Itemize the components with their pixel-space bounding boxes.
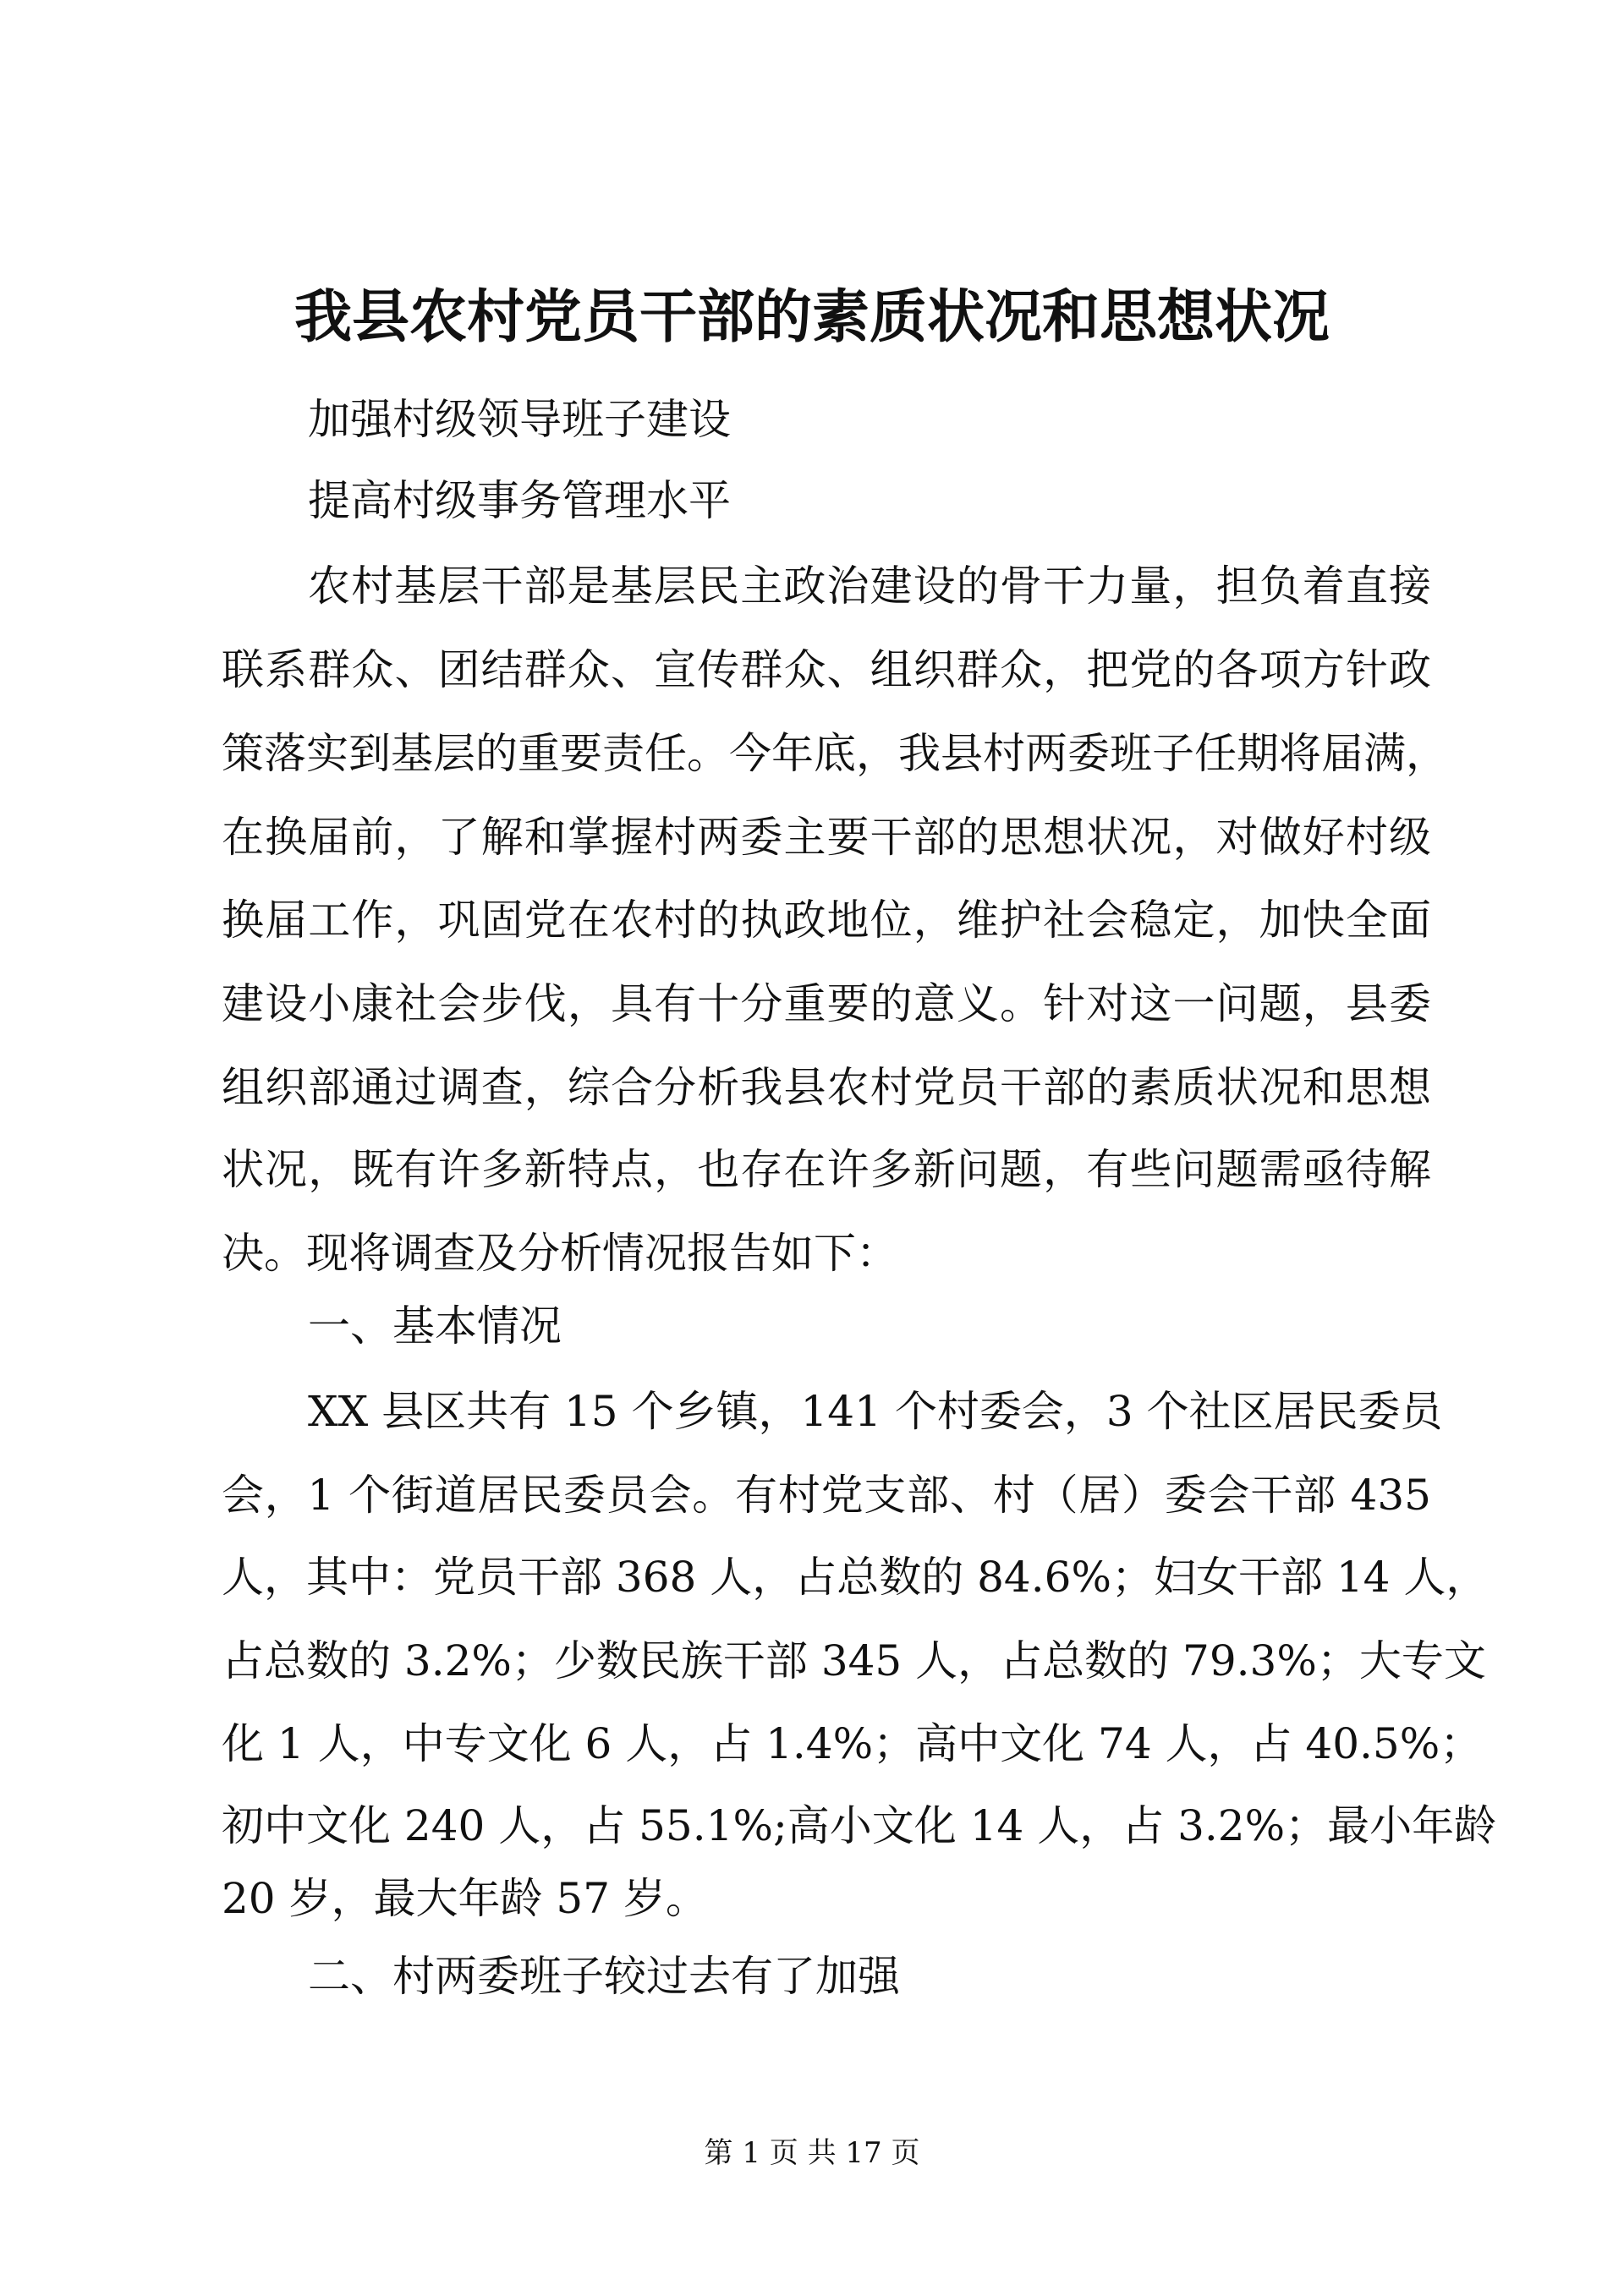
section-heading: 一、基本情况: [308, 1301, 562, 1351]
paragraph-line: 决。现将调查及分析情况报告如下：: [222, 1229, 898, 1278]
paragraph-line: 20 岁，最大年龄 57 岁。: [222, 1874, 708, 1923]
paragraph-line: 状况，既有许多新特点，也存在许多新问题，有些问题需亟待解: [222, 1145, 1431, 1194]
page-number: 第 1 页 共 17 页: [704, 2136, 920, 2170]
paragraph-line: 初中文化 240 人，占 55.1%;高小文化 14 人，占 3.2%；最小年龄: [222, 1801, 1497, 1850]
paragraph-line: XX 县区共有 15 个乡镇，141 个村委会，3 个社区居民委员: [308, 1387, 1443, 1436]
paragraph-line: 农村基层干部是基层民主政治建设的骨干力量，担负着直接: [308, 562, 1431, 611]
paragraph-line: 占总数的 3.2%；少数民族干部 345 人，占总数的 79.3%；大专文: [222, 1636, 1486, 1685]
paragraph-line: 人，其中：党员干部 368 人，占总数的 84.6%；妇女干部 14 人，: [222, 1553, 1489, 1602]
paragraph-line: 联系群众、团结群众、宣传群众、组织群众，把党的各项方针政: [222, 645, 1431, 694]
paragraph-line: 在换届前，了解和掌握村两委主要干部的思想状况，对做好村级: [222, 813, 1431, 862]
paragraph-line: 组织部通过调查，综合分析我县农村党员干部的素质状况和思想: [222, 1063, 1431, 1112]
paragraph-line: 建设小康社会步伐，具有十分重要的意义。针对这一问题，县委: [222, 979, 1431, 1028]
document-title: 我县农村党员干部的素质状况和思想状况: [294, 283, 1330, 351]
paragraph-line: 会，1 个街道居民委员会。有村党支部、村（居）委会干部 435: [222, 1471, 1431, 1520]
paragraph-line: 策落实到基层的重要责任。今年底，我县村两委班子任期将届满，: [222, 729, 1448, 778]
section-heading: 二、村两委班子较过去有了加强: [308, 1952, 900, 2001]
paragraph-line: 化 1 人，中专文化 6 人，占 1.4%；高中文化 74 人，占 40.5%；: [222, 1719, 1483, 1768]
subtitle: 提高村级事务管理水平: [308, 476, 731, 525]
paragraph-line: 换届工作，巩固党在农村的执政地位，维护社会稳定，加快全面: [222, 896, 1431, 945]
subtitle: 加强村级领导班子建设: [308, 395, 731, 444]
